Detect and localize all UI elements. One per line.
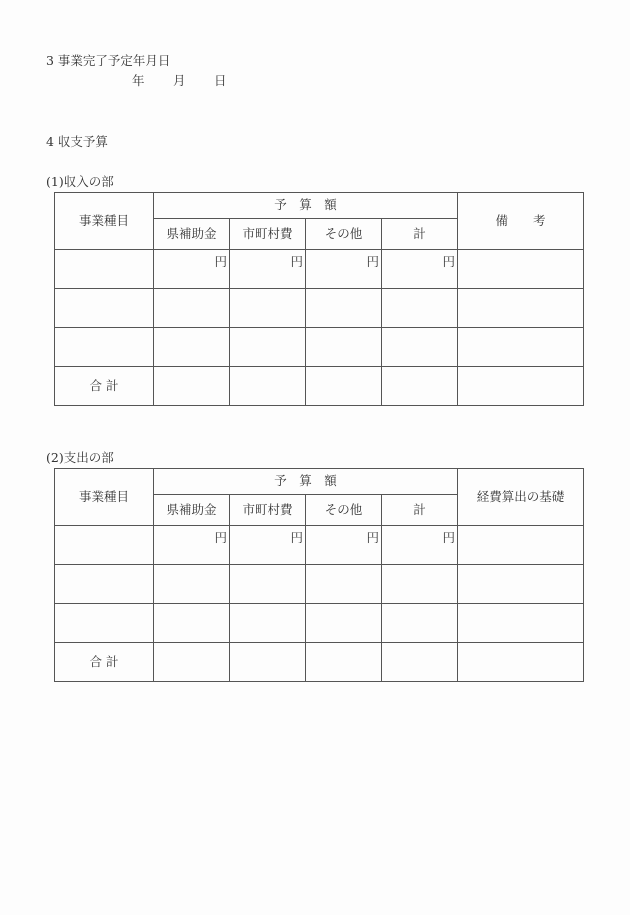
expense-col-municipal: 市町村費 (230, 495, 306, 526)
expense-budget-group: 予 算 額 (154, 469, 458, 495)
cell[interactable] (55, 289, 154, 328)
cell[interactable] (458, 250, 584, 289)
unit-cell[interactable]: 円 (306, 526, 382, 565)
cell[interactable] (230, 328, 306, 367)
cell[interactable] (306, 604, 382, 643)
unit-cell[interactable]: 円 (382, 526, 458, 565)
cell[interactable] (306, 565, 382, 604)
cell[interactable] (306, 328, 382, 367)
table-row (55, 250, 584, 289)
table-row (55, 289, 584, 328)
cell[interactable] (458, 604, 584, 643)
cell[interactable] (230, 643, 306, 682)
table-row (55, 328, 584, 367)
date-month-label: 月 (173, 73, 186, 88)
cell[interactable] (306, 643, 382, 682)
cell[interactable] (458, 367, 584, 406)
income-budget-group: 予 算 額 (154, 193, 458, 219)
unit-cell[interactable]: 円 (230, 526, 306, 565)
cell[interactable] (230, 367, 306, 406)
cell[interactable] (382, 643, 458, 682)
total-row (55, 643, 584, 682)
section3-heading: 3 事業完了予定年月日 (46, 53, 171, 68)
cell[interactable] (382, 367, 458, 406)
income-col-municipal: 市町村費 (230, 219, 306, 250)
expense-col-basis: 経費算出の基礎 (458, 469, 584, 526)
income-col-note: 備 考 (458, 193, 584, 250)
cell[interactable] (55, 565, 154, 604)
cell[interactable] (154, 367, 230, 406)
cell[interactable] (55, 250, 154, 289)
total-label: 合 計 (55, 643, 154, 682)
total-row (55, 367, 584, 406)
cell[interactable] (458, 526, 584, 565)
cell[interactable] (382, 565, 458, 604)
cell[interactable] (55, 526, 154, 565)
cell[interactable] (458, 565, 584, 604)
cell[interactable] (154, 328, 230, 367)
section4-heading: 4 収支予算 (46, 134, 108, 149)
cell[interactable] (55, 604, 154, 643)
income-col-pref-subsidy: 県補助金 (154, 219, 230, 250)
unit-cell[interactable]: 円 (154, 250, 230, 289)
cell[interactable] (306, 367, 382, 406)
cell[interactable] (154, 643, 230, 682)
unit-cell[interactable]: 円 (382, 250, 458, 289)
cell[interactable] (306, 289, 382, 328)
unit-cell[interactable]: 円 (154, 526, 230, 565)
table-row (55, 604, 584, 643)
cell[interactable] (230, 604, 306, 643)
income-col-total: 計 (382, 219, 458, 250)
income-col-item: 事業種目 (55, 193, 154, 250)
cell[interactable] (230, 565, 306, 604)
cell[interactable] (382, 604, 458, 643)
expense-col-total: 計 (382, 495, 458, 526)
income-table (54, 192, 584, 406)
income-title: (1)収入の部 (46, 174, 114, 189)
cell[interactable] (458, 328, 584, 367)
table-row (55, 565, 584, 604)
cell[interactable] (154, 289, 230, 328)
expense-title: (2)支出の部 (46, 450, 114, 465)
expense-col-other: その他 (306, 495, 382, 526)
table-row (55, 526, 584, 565)
unit-cell[interactable]: 円 (306, 250, 382, 289)
income-col-other: その他 (306, 219, 382, 250)
cell[interactable] (382, 289, 458, 328)
date-day-label: 日 (214, 73, 227, 88)
expense-col-pref-subsidy: 県補助金 (154, 495, 230, 526)
cell[interactable] (382, 328, 458, 367)
expense-col-item: 事業種目 (55, 469, 154, 526)
cell[interactable] (230, 289, 306, 328)
cell[interactable] (55, 328, 154, 367)
total-label: 合 計 (55, 367, 154, 406)
expense-table (54, 468, 584, 682)
unit-cell[interactable]: 円 (230, 250, 306, 289)
cell[interactable] (458, 643, 584, 682)
cell[interactable] (458, 289, 584, 328)
cell[interactable] (154, 565, 230, 604)
cell[interactable] (154, 604, 230, 643)
date-year-label: 年 (132, 73, 145, 88)
